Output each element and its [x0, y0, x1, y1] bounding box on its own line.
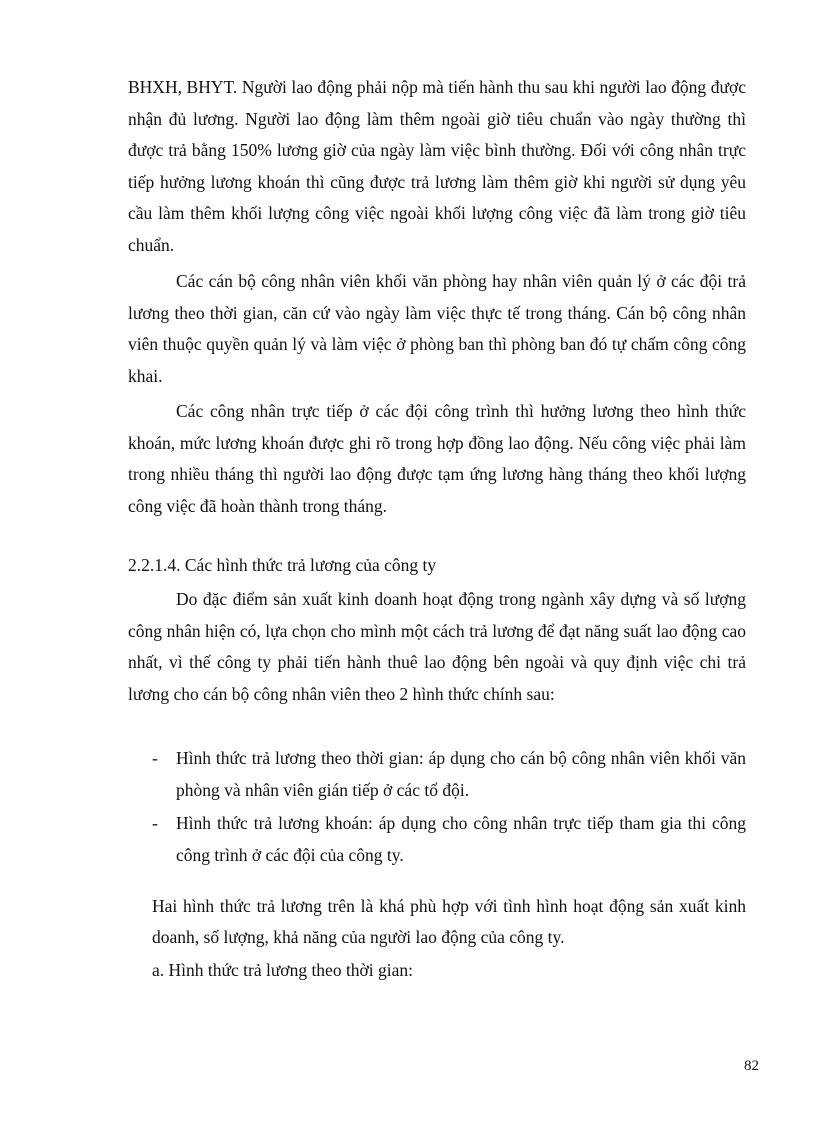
- section-heading: 2.2.1.4. Các hình thức trả lương của công ty: [128, 555, 437, 575]
- list-item-text: Hình thức trả lương khoán: áp dụng cho công nhân trực tiếp tham gia thi công công trình ở các đội của công ty.: [176, 813, 746, 865]
- paragraph-office-staff-pay: Các cán bộ công nhân viên khối văn phòng hay nhân viên quản lý ở các đội trả lương theo thời gian, căn cứ vào ngày làm việc thực tế trong tháng. Cán bộ công nhân viên thuộc quyền quản lý và làm việc ở phòng ban thì phòng ban đó tự chấm công công khai.: [128, 271, 746, 386]
- paragraph-direct-workers-pay: Các công nhân trực tiếp ở các đội công trình thì hưởng lương theo hình thức khoán, mức lương khoán được ghi rõ trong hợp đồng lao động. Nếu công việc phải làm trong nhiều tháng thì người lao động được tạm ứng lương hàng tháng theo khối lượng công việc đã hoàn thành trong tháng.: [128, 401, 746, 516]
- subheading-time-based-pay: a. Hình thức trả lương theo thời gian:: [152, 959, 414, 980]
- paragraph-pay-forms-summary: Hai hình thức trả lương trên là khá phù hợp với tình hình hoạt động sản xuất kinh doanh, số lượng, khả năng của người lao động của công ty.: [152, 895, 746, 947]
- bullet-dash: -: [152, 748, 158, 768]
- bullet-dash: -: [152, 813, 158, 833]
- paragraph-bhxh-overtime: BHXH, BHYT. Người lao động phải nộp mà tiến hành thu sau khi người lao động được nhận đủ lương. Người lao động làm thêm ngoài giờ tiêu chuẩn vào ngày thường thì được trả bằng 150% lương giờ của ngày làm việc bình thường. Đối với công nhân trực tiếp hưởng lương khoán thì cũng được trả lương làm thêm giờ khi người sử dụng yêu cầu làm thêm khối lượng công việc ngoài khối lượng công việc đã làm trong giờ tiêu chuẩn.: [128, 77, 746, 255]
- page-number: 82: [744, 1058, 759, 1074]
- paragraph-pay-forms-intro: Do đặc điểm sản xuất kinh doanh hoạt động trong ngành xây dựng và số lượng công nhân hiện có, lựa chọn cho mình một cách trả lương để đạt năng suất lao động cao nhất, vì thế công ty phải tiến hành thuê lao động bên ngoài và quy định việc chi trả lương cho cán bộ công nhân viên theo 2 hình thức chính sau:: [128, 589, 746, 704]
- list-item-text: Hình thức trả lương theo thời gian: áp dụng cho cán bộ công nhân viên khối văn phòng và nhân viên gián tiếp ở các tổ đội.: [176, 748, 746, 800]
